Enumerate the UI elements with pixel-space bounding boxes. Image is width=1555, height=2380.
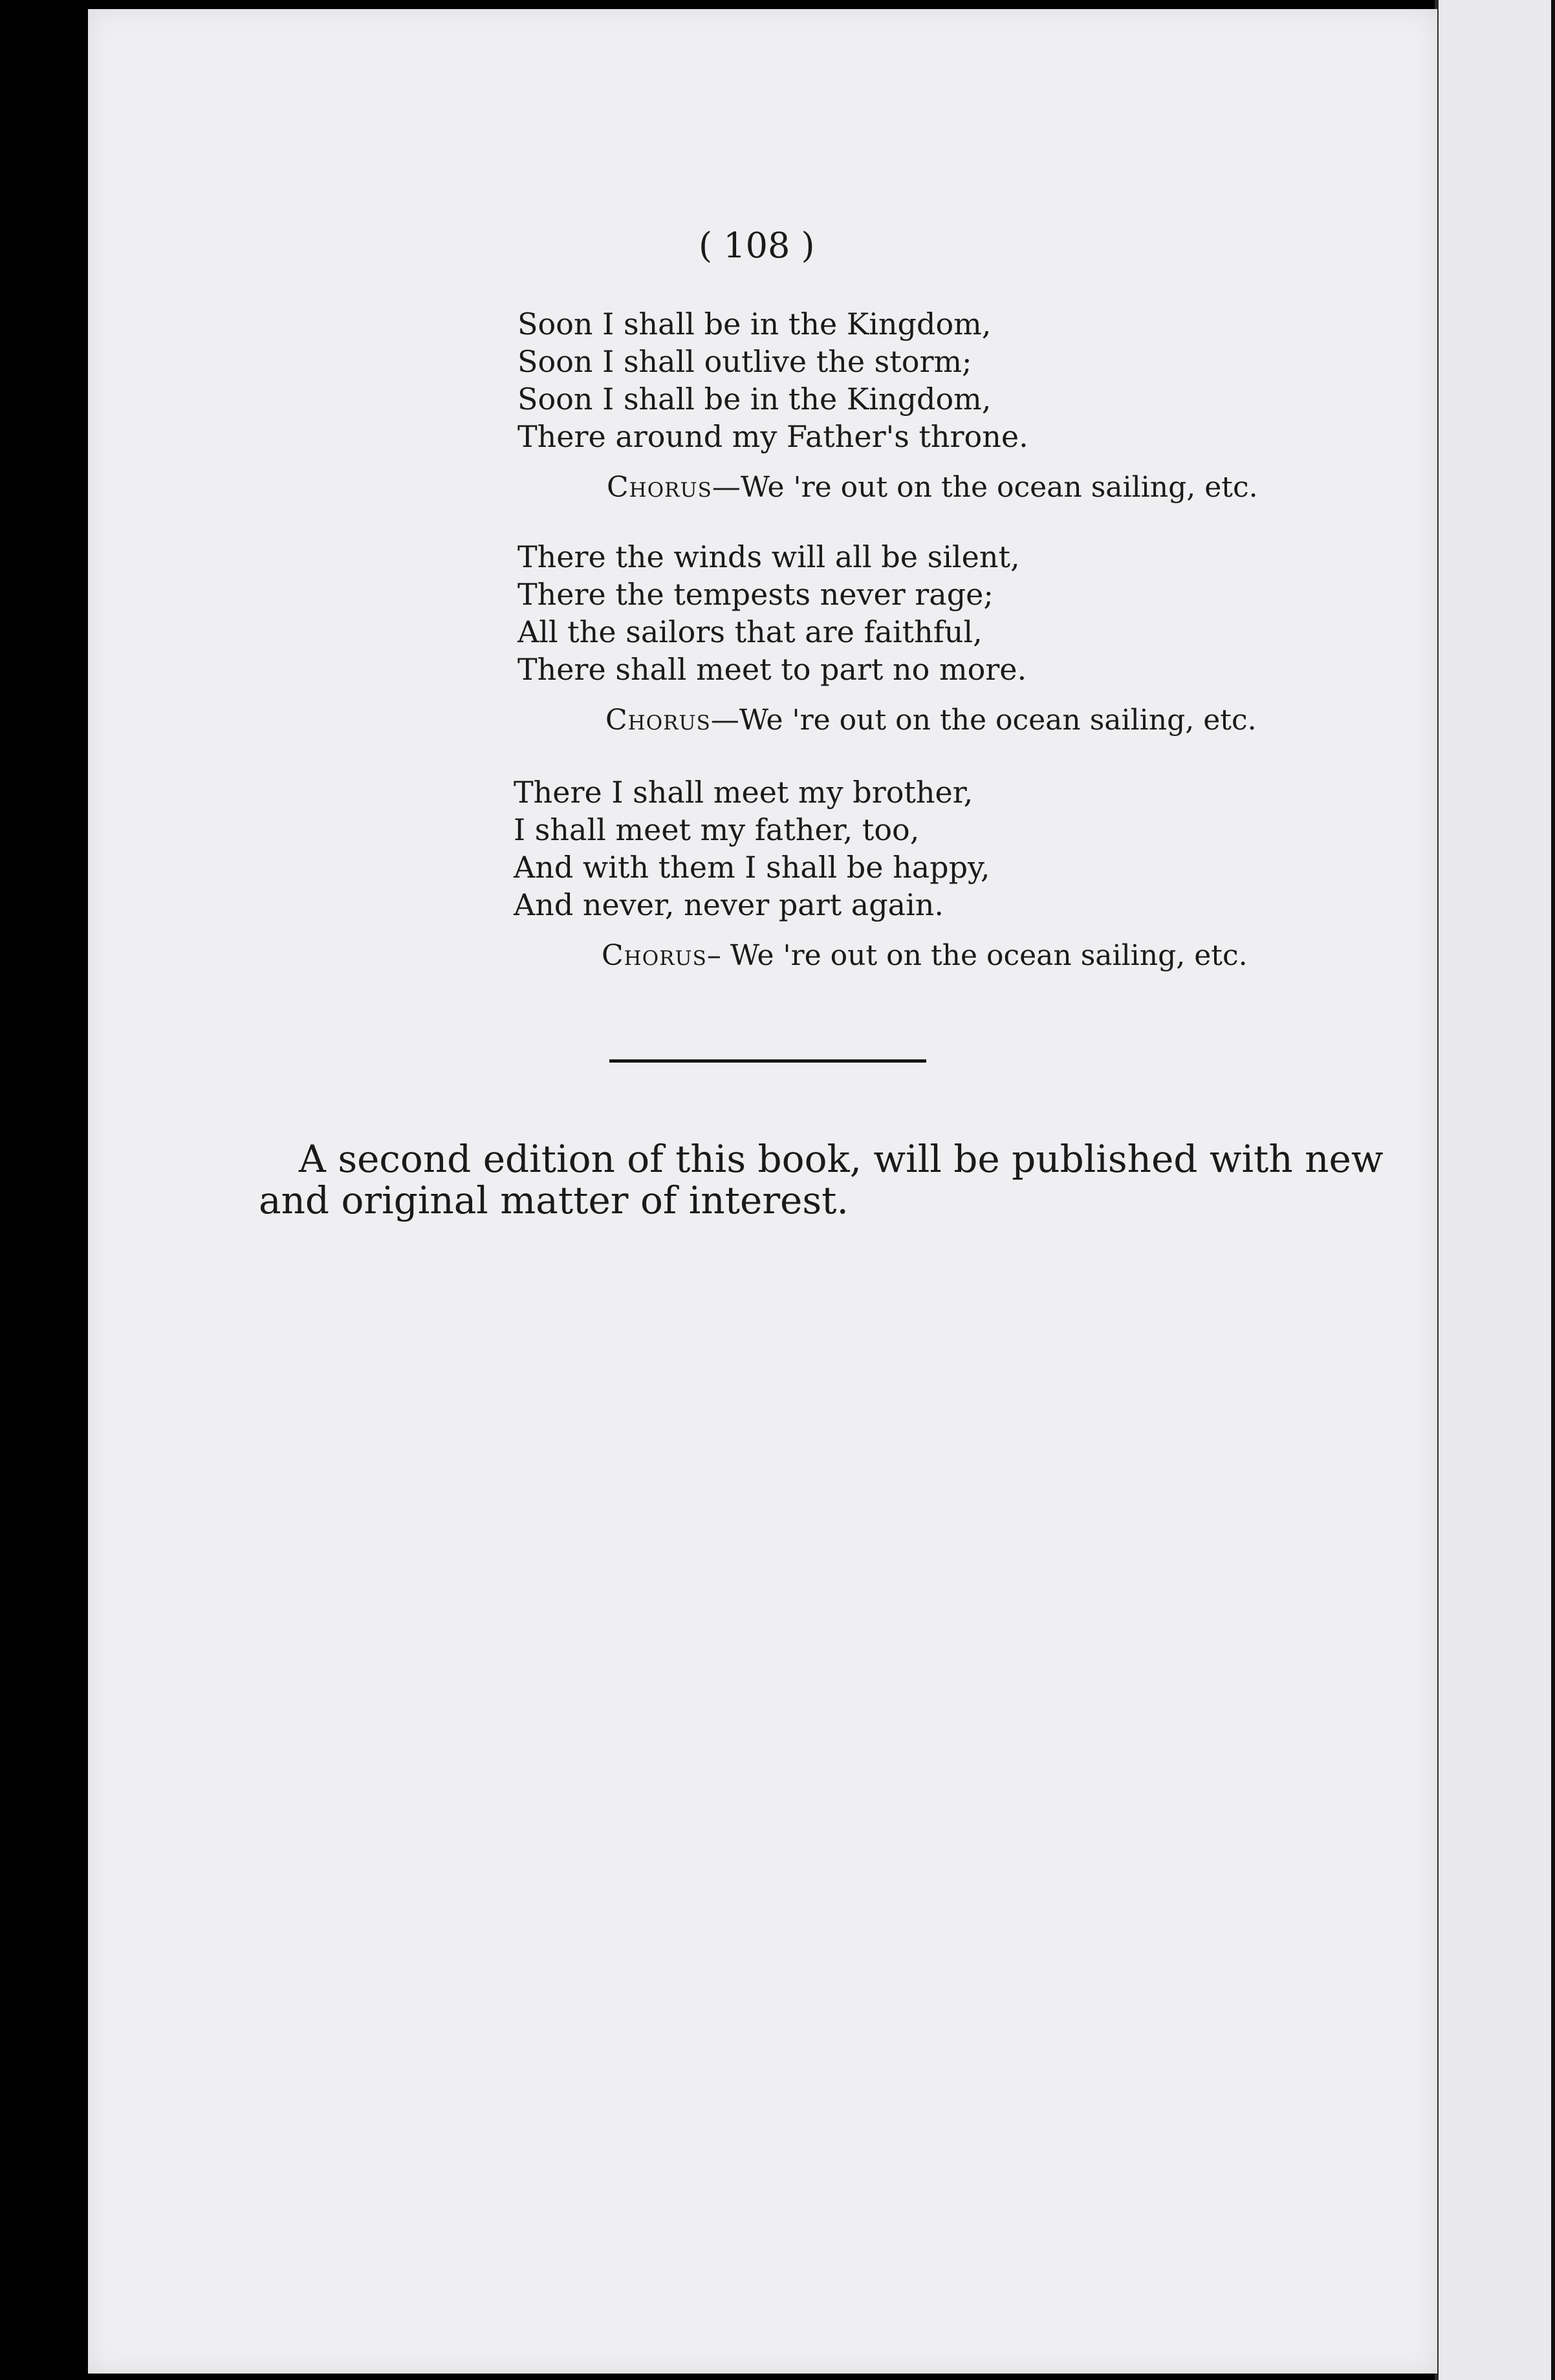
notice-line-2: and original matter of interest. — [259, 1178, 849, 1222]
stanza-3 — [514, 774, 990, 924]
chorus-label: Chorus — [605, 704, 711, 737]
chorus-2 — [605, 704, 1257, 737]
stanza-line: There the winds will all be silent, — [517, 539, 1020, 574]
chorus-3 — [602, 939, 1248, 972]
stanza-line: Soon I shall be in the Kingdom, — [517, 382, 992, 416]
stanza-line: There around my Father's throne. — [517, 419, 1028, 454]
notice-line-1: A second edition of this book, will be published with new — [299, 1137, 1384, 1181]
stanza-line: There shall meet to part no more. — [517, 652, 1027, 687]
section-divider — [609, 1059, 926, 1063]
edition-notice — [259, 1137, 1384, 1222]
chorus-text: —We 're out on the ocean sailing, etc. — [710, 704, 1257, 737]
chorus-label: Chorus — [607, 471, 712, 504]
chorus-1 — [607, 471, 1258, 504]
stanza-line: Soon I shall outlive the storm; — [517, 344, 972, 379]
scan-border — [1551, 0, 1555, 2380]
stanza-line: And with them I shall be happy, — [514, 850, 990, 885]
page-number: ( 108 ) — [699, 225, 815, 266]
stanza-line: Soon I shall be in the Kingdom, — [517, 307, 992, 341]
stanza-line: I shall meet my father, too, — [514, 812, 920, 847]
chorus-label: Chorus — [602, 939, 707, 972]
chorus-text: —We 're out on the ocean sailing, etc. — [712, 471, 1258, 504]
stanza-2 — [517, 538, 1027, 688]
stanza-line: All the sailors that are faithful, — [517, 614, 983, 649]
stanza-line: There I shall meet my brother, — [514, 775, 973, 810]
stanza-1 — [517, 305, 1028, 455]
chorus-text: – We 're out on the ocean sailing, etc. — [706, 939, 1248, 972]
stanza-line: There the tempests never rage; — [517, 577, 994, 612]
stanza-line: And never, never part again. — [514, 887, 944, 922]
facing-page-strip — [1437, 0, 1555, 2380]
